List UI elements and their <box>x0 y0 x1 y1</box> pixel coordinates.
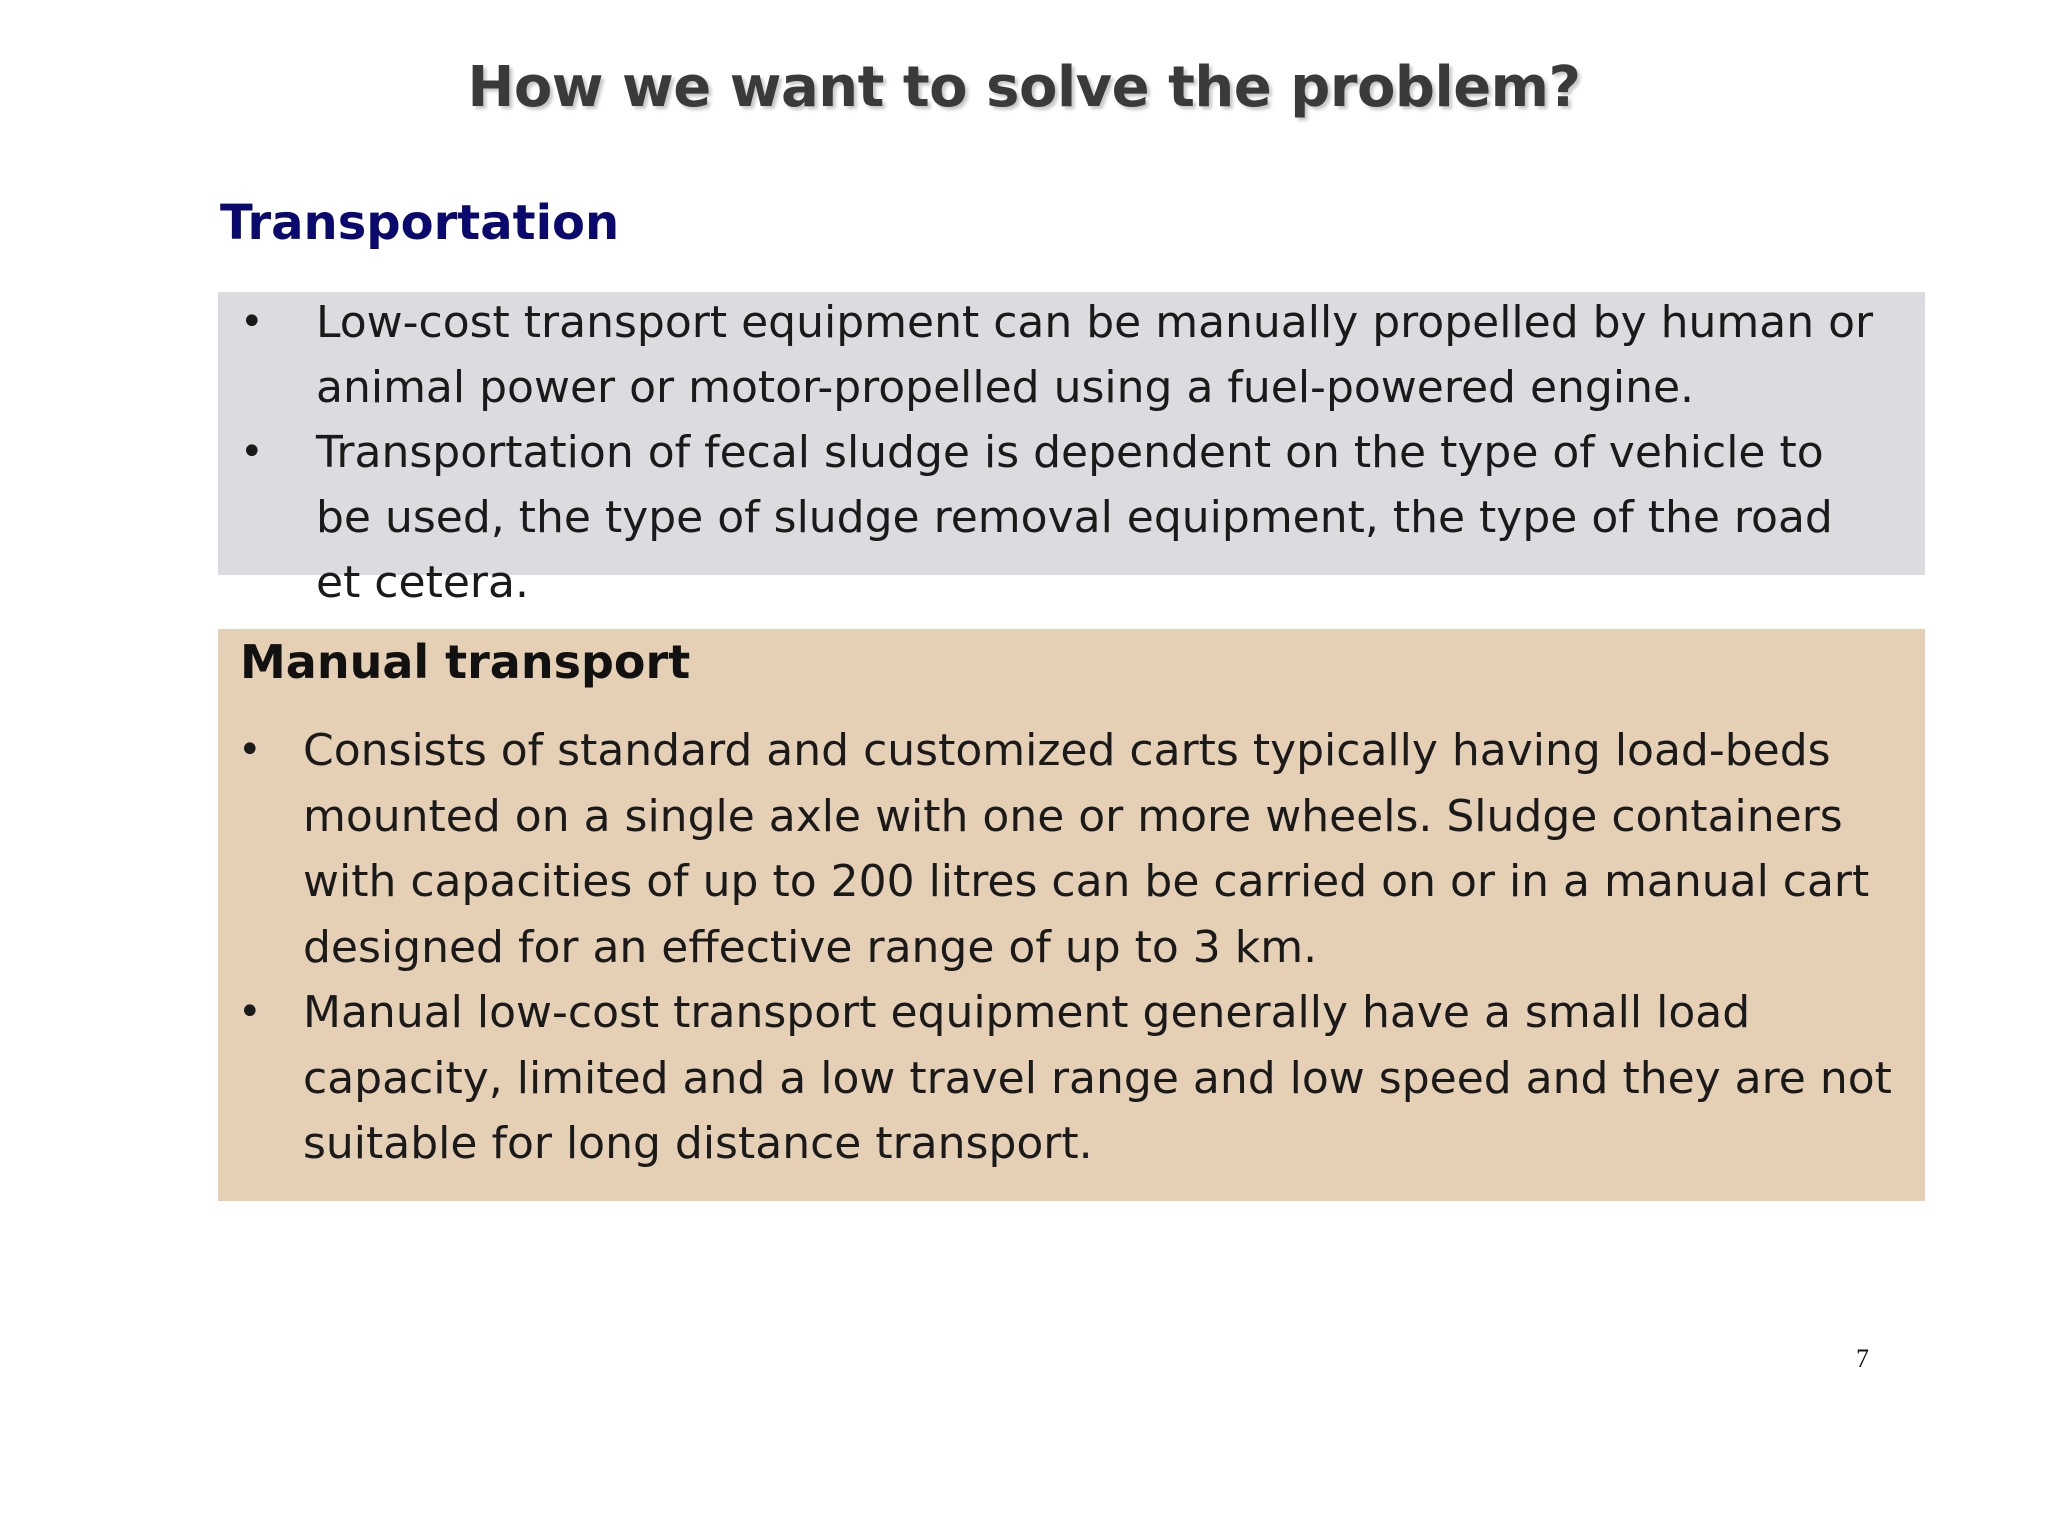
bullet-marker: • <box>238 727 262 773</box>
bullet-marker: • <box>238 989 262 1035</box>
transportation-heading: Transportation <box>220 195 620 251</box>
bullet-text: Manual low-cost transport equipment generally have a small load capacity, limited and a low travel range and low speed and they are not suitable for long distance transport. <box>303 987 1892 1169</box>
bullet-text: Transportation of fecal sludge is dependent on the type of vehicle to be used, the type of sludge removal equipment, the type of the road et cetera. <box>316 427 1833 608</box>
manual-transport-heading: Manual transport <box>240 635 691 689</box>
slide-title: How we want to solve the problem? <box>467 55 1581 120</box>
bullet-marker: • <box>240 299 264 345</box>
manual-transport-bullet-list <box>218 718 1925 1177</box>
page-number: 7 <box>1856 1344 1869 1373</box>
bullet-marker: • <box>240 429 264 475</box>
list-item <box>218 980 1925 1177</box>
list-item <box>218 718 1925 980</box>
bullet-text: Consists of standard and customized carts typically having load-beds mounted on a single axle with one or more wheels. Sludge containers with capacities of up to 200 litres can be carried on or in a manual cart designed for an effective range of up to 3 km. <box>303 725 1870 973</box>
list-item <box>218 420 1925 615</box>
bullet-text: Low-cost transport equipment can be manually propelled by human or animal power or motor-propelled using a fuel-powered engine. <box>316 297 1874 413</box>
list-item <box>218 290 1925 420</box>
transportation-bullet-list <box>218 290 1925 615</box>
